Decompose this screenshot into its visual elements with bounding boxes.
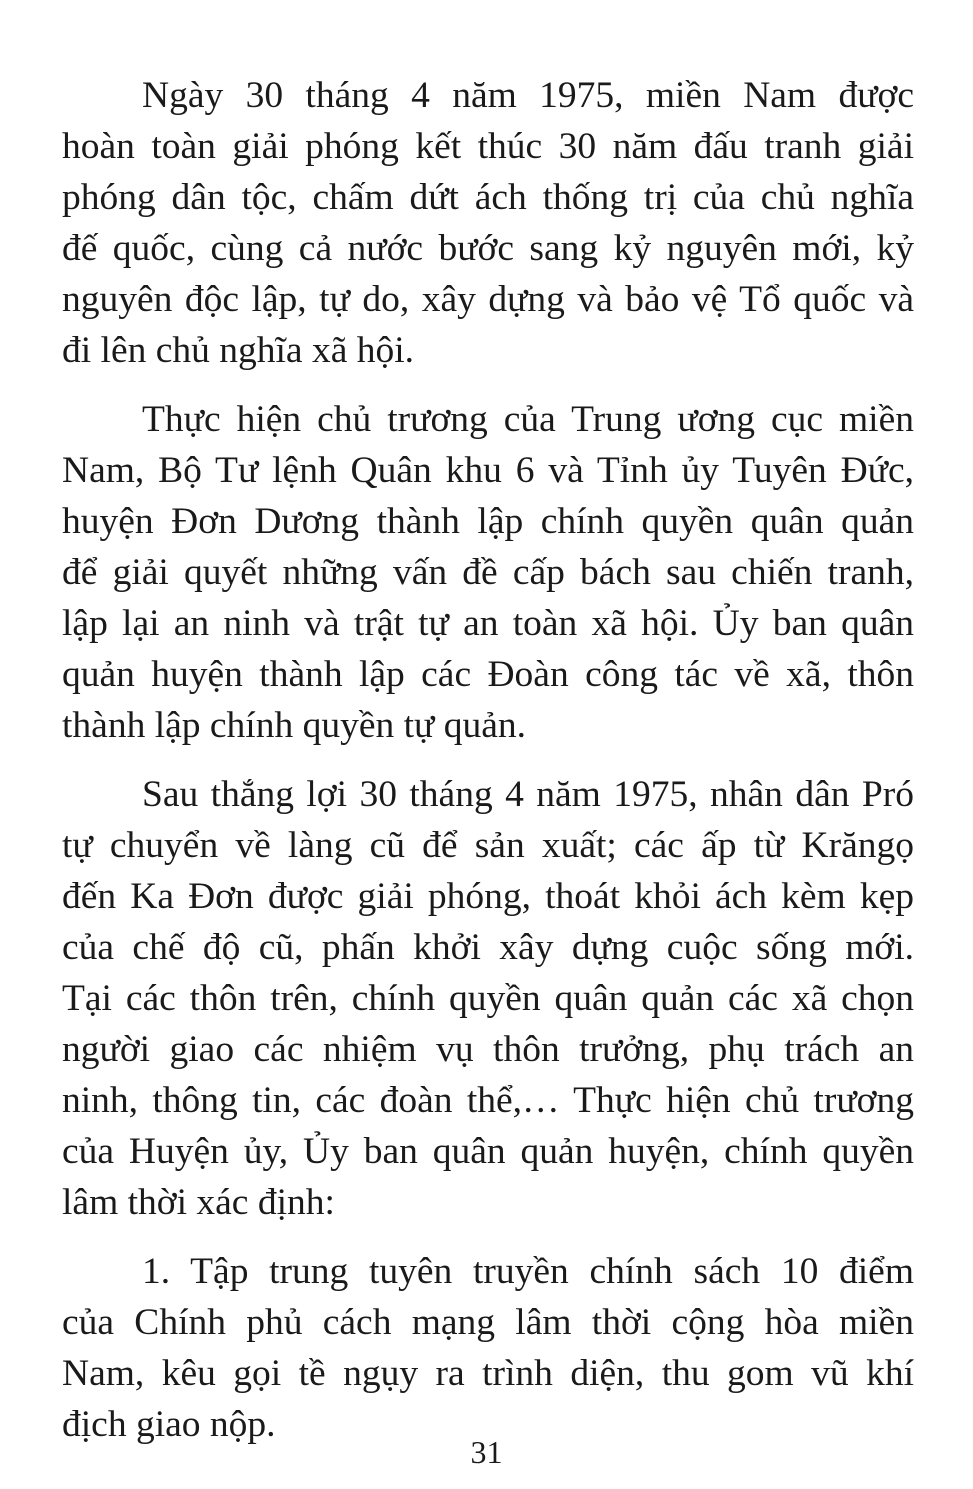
text-line: Nam, kêu gọi tề ngụy ra trình diện, thu gom vũ khí xyxy=(62,1353,914,1394)
text-line: đi lên chủ nghĩa xã hội. xyxy=(62,330,415,371)
text-line: nguyên độc lập, tự do, xây dựng và bảo vệ Tổ quốc và xyxy=(62,279,914,320)
text-line: Nam, Bộ Tư lệnh Quân khu 6 và Tỉnh ủy Tuyên Đức, xyxy=(62,450,914,491)
text-line: của Chính phủ cách mạng lâm thời cộng hòa miền xyxy=(62,1302,914,1343)
page-number: 31 xyxy=(470,1434,503,1470)
paragraph-4 xyxy=(62,1246,914,1450)
text-line: phóng dân tộc, chấm dứt ách thống trị của chủ nghĩa xyxy=(62,177,914,218)
page-body xyxy=(62,70,914,1450)
text-line: địch giao nộp. xyxy=(62,1404,276,1445)
text-line: lâm thời xác định: xyxy=(62,1182,335,1223)
text-line: Tại các thôn trên, chính quyền quân quản các xã chọn xyxy=(62,978,914,1019)
text-line: huyện Đơn Dương thành lập chính quyền quân quản xyxy=(62,501,914,542)
text-line: 1. Tập trung tuyên truyền chính sách 10 điểm xyxy=(142,1251,914,1292)
text-line: để giải quyết những vấn đề cấp bách sau chiến tranh, xyxy=(62,552,914,593)
text-line: Ngày 30 tháng 4 năm 1975, miền Nam được xyxy=(142,75,914,116)
text-line: đến Ka Đơn được giải phóng, thoát khỏi ách kèm kẹp xyxy=(62,876,914,917)
text-line: người giao các nhiệm vụ thôn trưởng, phụ trách an xyxy=(62,1029,914,1070)
text-line: đế quốc, cùng cả nước bước sang kỷ nguyên mới, kỷ xyxy=(62,228,914,269)
text-line: tự chuyển về làng cũ để sản xuất; các ấp từ Krăngọ xyxy=(62,825,914,866)
text-line: lập lại an ninh và trật tự an toàn xã hội. Ủy ban quân xyxy=(62,603,914,644)
text-line: Thực hiện chủ trương của Trung ương cục miền xyxy=(142,399,914,440)
paragraph-1 xyxy=(62,70,914,376)
paragraph-3 xyxy=(62,769,914,1228)
text-line: của chế độ cũ, phấn khởi xây dựng cuộc sống mới. xyxy=(62,927,914,968)
paragraph-2 xyxy=(62,394,914,751)
text-line: hoàn toàn giải phóng kết thúc 30 năm đấu tranh giải xyxy=(62,126,914,167)
text-line: thành lập chính quyền tự quản. xyxy=(62,705,526,746)
text-line: quản huyện thành lập các Đoàn công tác về xã, thôn xyxy=(62,654,914,695)
text-line: Sau thắng lợi 30 tháng 4 năm 1975, nhân dân Pró xyxy=(142,774,914,815)
text-line: ninh, thông tin, các đoàn thể,… Thực hiện chủ trương xyxy=(62,1080,914,1121)
text-line: của Huyện ủy, Ủy ban quân quản huyện, chính quyền xyxy=(62,1131,914,1172)
